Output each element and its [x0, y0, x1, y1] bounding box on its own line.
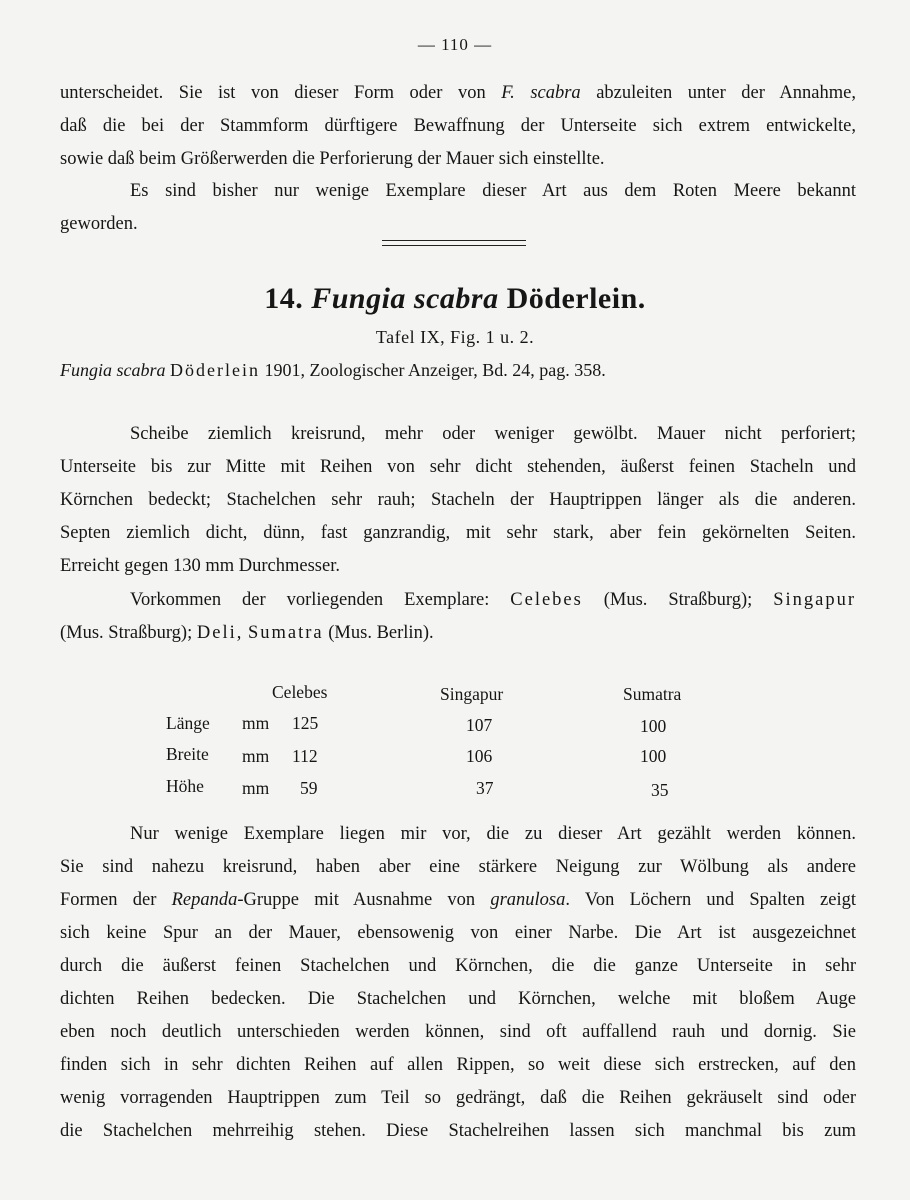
description-line-3: Körnchen bedeckt; Stachelchen sehr rauh; Stacheln der Hauptrippen länger als die anderen. [60, 490, 856, 510]
occurrence-paragraph [60, 584, 856, 650]
plate-reference: Tafel IX, Fig. 1 u. 2. [375, 327, 535, 347]
occurrence-line-1 [60, 584, 856, 617]
discussion-line-1: Nur wenige Exemplare liegen mir vor, die zu dieser Art gezählt werden können. [130, 824, 856, 844]
cell-laenge-singapur: 107 [466, 715, 493, 735]
discussion-line-6: dichten Reihen bedecken. Die Stachelchen und Körnchen, welche mit bloßem Auge [60, 989, 856, 1009]
intro-line-1: unterscheidet. Sie ist von dieser Form oder von F. scabra abzuleiten unter der Annahme, [60, 83, 856, 103]
cell-laenge-sumatra: 100 [640, 716, 667, 736]
ref-citation: 1901, Zoologischer Anzeiger, Bd. 24, pag. 358. [264, 360, 606, 380]
row-unit-breite: mm [242, 746, 270, 766]
heading-taxon: Fungia scabra [311, 282, 499, 315]
col-header-sumatra: Sumatra [623, 684, 682, 704]
row-unit-laenge: mm [242, 713, 270, 733]
cell-breite-singapur: 106 [466, 746, 493, 766]
description-paragraph [60, 418, 856, 583]
occurrence-prefix: Vorkommen der vorliegenden Exemplare: [130, 590, 490, 610]
intro2-paragraph [60, 175, 856, 241]
discussion-line-8: finden sich in sehr dichten Reihen auf allen Rippen, so weit diese sich erstrecken, auf den [60, 1055, 856, 1075]
intro2-line-2: geworden. [60, 214, 138, 234]
cell-laenge-celebes: 125 [292, 713, 319, 733]
cell-breite-sumatra: 100 [640, 746, 667, 766]
intro-line-3: sowie daß beim Größerwerden die Perforierung der Mauer sich einstellte. [60, 149, 605, 169]
ref-taxon: Fungia scabra [60, 360, 166, 380]
discussion-line-5: durch die äußerst feinen Stachelchen und Körnchen, die die ganze Unterseite in sehr [60, 956, 856, 976]
cell-breite-celebes: 112 [292, 746, 318, 766]
discussion-line-3: Formen der Repanda-Gruppe mit Ausnahme von granulosa. Von Löchern und Spalten zeigt [60, 890, 856, 910]
discussion-line-9: wenig vorragenden Hauptrippen zum Teil so gedrängt, daß die Reihen gekräuselt sind oder [60, 1088, 856, 1108]
cell-hoehe-sumatra: 35 [651, 780, 669, 800]
cell-hoehe-singapur: 37 [476, 778, 494, 798]
cell-hoehe-celebes: 59 [300, 778, 318, 798]
literature-reference [60, 360, 606, 381]
row-label-laenge: Länge [166, 713, 210, 733]
page-number: — 110 — [417, 35, 493, 54]
row-unit-hoehe: mm [242, 778, 270, 798]
description-line-2: Unterseite bis zur Mitte mit Reihen von sehr dicht stehenden, äußerst feinen Stacheln und [60, 457, 856, 477]
row-label-breite: Breite [166, 744, 209, 764]
heading-number: 14. [264, 282, 304, 315]
description-line-4: Septen ziemlich dicht, dünn, fast ganzrandig, mit sehr stark, aber fein gekörnelten Seiten. [60, 523, 856, 543]
col-header-celebes: Celebes [272, 682, 328, 702]
discussion-line-10: die Stachelchen mehrreihig stehen. Diese Stachelreihen lassen sich manchmal bis zum [60, 1121, 856, 1141]
col-header-singapur: Singapur [440, 684, 504, 704]
heading-author: Döderlein. [506, 282, 646, 315]
intro2-line-1: Es sind bisher nur wenige Exemplare dieser Art aus dem Roten Meere bekannt [130, 181, 856, 201]
intro-paragraph [60, 77, 856, 176]
description-line-1: Scheibe ziemlich kreisrund, mehr oder weniger gewölbt. Mauer nicht perforiert; [130, 424, 856, 444]
species-heading [0, 282, 910, 316]
description-line-5: Erreicht gegen 130 mm Durchmesser. [60, 556, 340, 576]
discussion-line-7: eben noch deutlich unterschieden werden können, sind oft auffallend rauh und dornig. Sie [60, 1022, 856, 1042]
discussion-line-2: Sie sind nahezu kreisrund, haben aber eine stärkere Neigung zur Wölbung als andere [60, 857, 856, 877]
occurrence-loc-2: Singapur [773, 590, 857, 610]
occurrence-mus-2: (Mus. Straßburg); [60, 623, 193, 643]
discussion-line-4: sich keine Spur an der Mauer, ebensowenig von einer Narbe. Die Art ist ausgezeichnet [60, 923, 856, 943]
discussion-paragraph [60, 818, 856, 1148]
section-divider [382, 240, 526, 246]
occurrence-mus-1: (Mus. Straßburg); [603, 590, 753, 610]
occurrence-mus-3: (Mus. Berlin). [328, 623, 434, 643]
ref-author: Döderlein [170, 360, 260, 380]
occurrence-line-2 [60, 617, 856, 650]
occurrence-loc-3b: Sumatra [247, 623, 324, 643]
intro-line-2: daß die bei der Stammform dürftigere Bewaffnung der Unterseite sich extrem entwickelte, [60, 116, 856, 136]
occurrence-loc-3a: Deli, [196, 623, 244, 643]
row-label-hoehe: Höhe [166, 776, 204, 796]
occurrence-loc-1: Celebes [510, 590, 583, 610]
